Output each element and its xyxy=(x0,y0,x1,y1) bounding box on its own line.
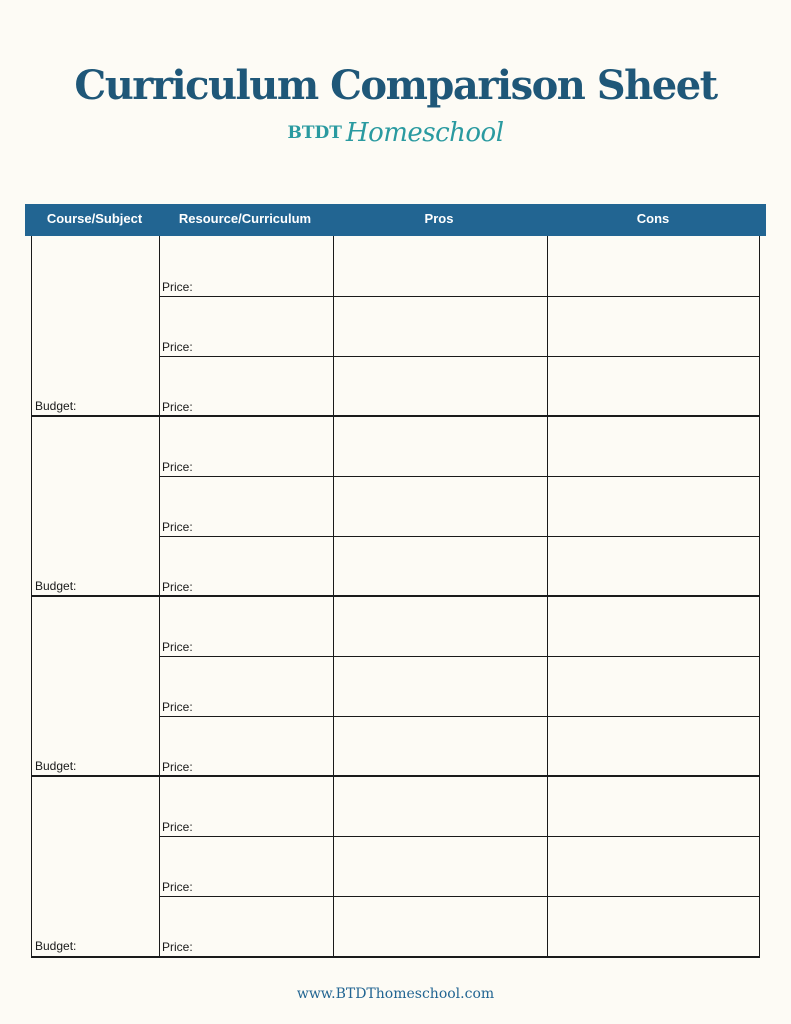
budget-label: Budget: xyxy=(35,939,77,953)
page-title: Curriculum Comparison Sheet xyxy=(74,62,717,109)
price-label: Price: xyxy=(162,400,193,414)
brand-script-text: Homeschool xyxy=(345,118,504,148)
brand-bold-text: BTDT xyxy=(287,123,342,143)
column-header-course-subject: Course/Subject xyxy=(46,211,143,226)
group-divider xyxy=(32,595,759,597)
price-label: Price: xyxy=(162,640,193,654)
group-divider xyxy=(32,415,759,417)
price-label: Price: xyxy=(162,340,193,354)
row-divider xyxy=(159,836,759,837)
row-divider xyxy=(159,896,759,897)
column-header-resource-curriculum: Resource/Curriculum xyxy=(178,211,312,226)
brand-logo xyxy=(0,118,791,148)
row-divider xyxy=(159,656,759,657)
price-label: Price: xyxy=(162,940,193,954)
price-label: Price: xyxy=(162,700,193,714)
budget-label: Budget: xyxy=(35,759,77,773)
price-label: Price: xyxy=(162,460,193,474)
row-divider xyxy=(159,296,759,297)
price-label: Price: xyxy=(162,280,193,294)
budget-label: Budget: xyxy=(35,399,77,413)
row-divider xyxy=(159,536,759,537)
column-header-pros: Pros xyxy=(424,211,454,226)
comparison-table xyxy=(31,236,760,958)
price-label: Price: xyxy=(162,580,193,594)
column-header-cons: Cons xyxy=(636,211,670,226)
table-header xyxy=(25,204,766,236)
price-label: Price: xyxy=(162,760,193,774)
row-divider xyxy=(159,356,759,357)
row-divider xyxy=(159,716,759,717)
price-label: Price: xyxy=(162,880,193,894)
price-label: Price: xyxy=(162,820,193,834)
group-divider xyxy=(32,775,759,777)
price-label: Price: xyxy=(162,520,193,534)
budget-label: Budget: xyxy=(35,579,77,593)
website-footer: www.BTDThomeschool.com xyxy=(296,986,495,1002)
row-divider xyxy=(159,476,759,477)
